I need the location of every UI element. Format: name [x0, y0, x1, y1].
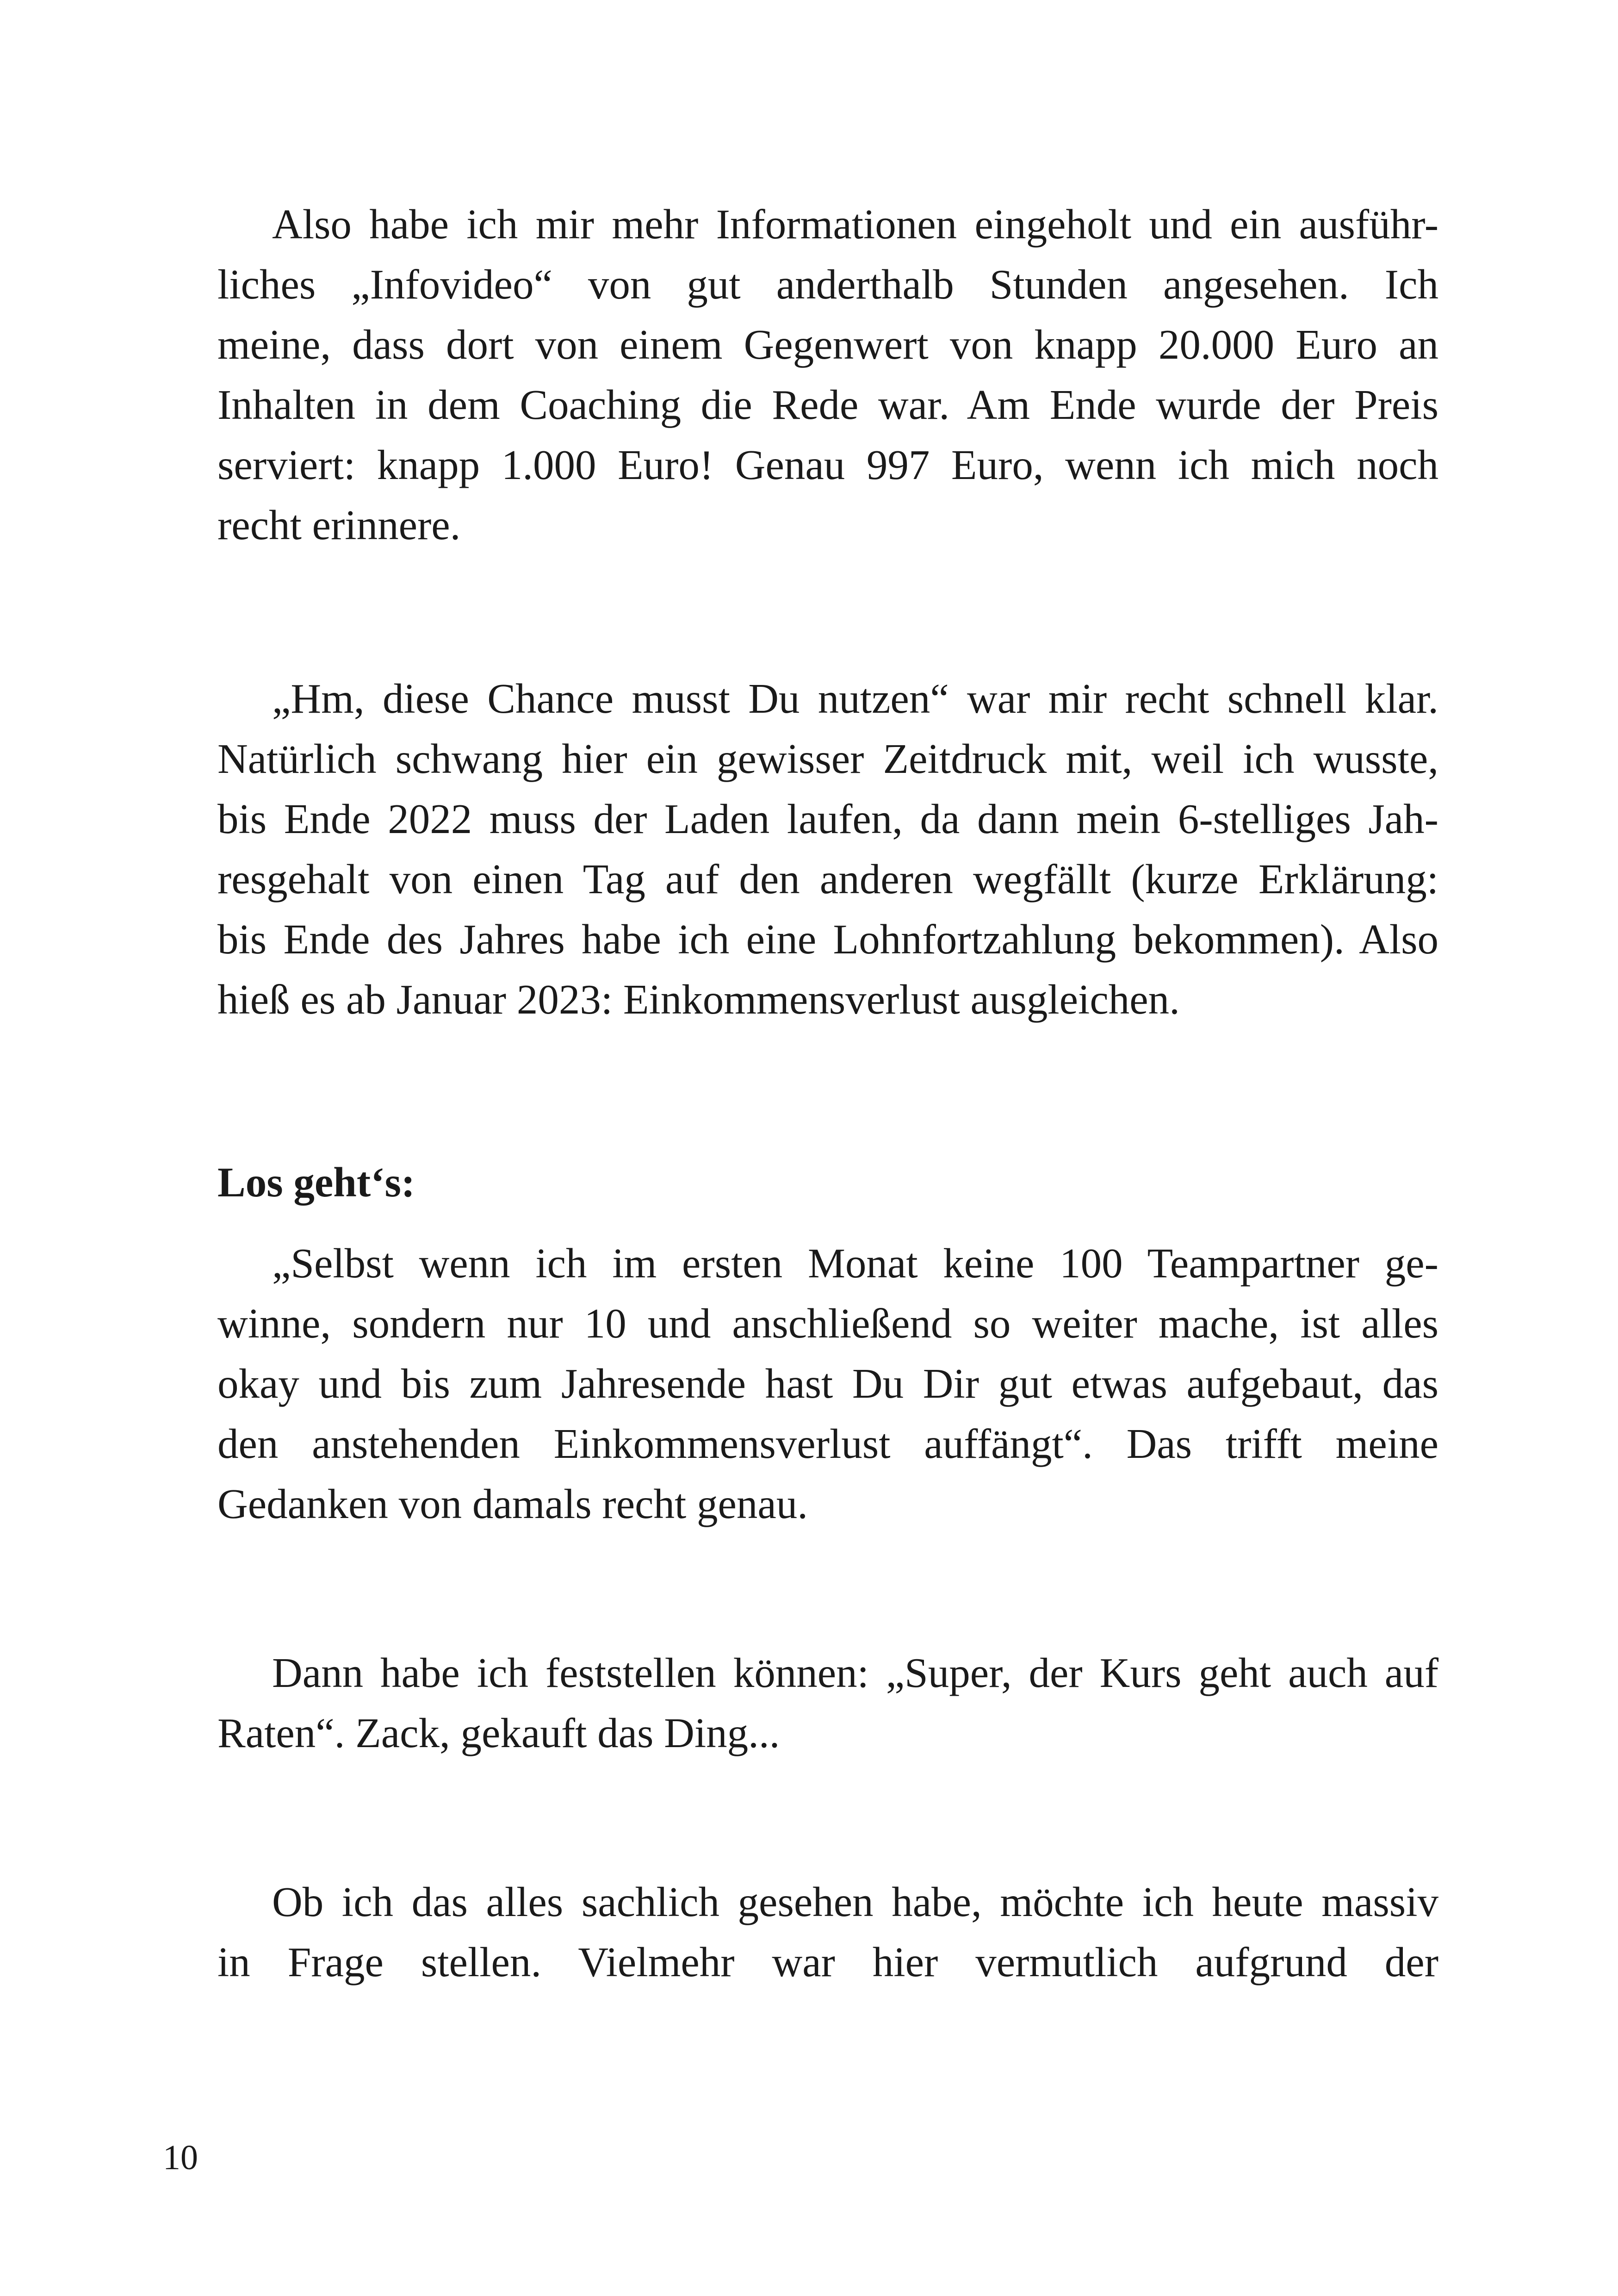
text-line: okay und bis zum Jahresende hast Du Dir gut etwas aufgebaut, das	[217, 1360, 1438, 1407]
text-line: recht erinnere.	[217, 502, 461, 548]
paragraph-4	[163, 1643, 1438, 1763]
text-line: winne, sondern nur 10 und anschließend so weiter mache, ist alles	[217, 1300, 1438, 1347]
text-line: in Frage stellen. Vielmehr war hier vermutlich aufgrund der	[217, 1939, 1438, 1985]
page-number: 10	[163, 2138, 198, 2177]
text-line: „Selbst wenn ich im ersten Monat keine 100 Teampartner ge-	[272, 1240, 1438, 1287]
text-line: Gedanken von damals recht genau.	[217, 1481, 808, 1527]
text-line: Ob ich das alles sachlich gesehen habe, möchte ich heute massiv	[272, 1879, 1438, 1925]
text-line: Natürlich schwang hier ein gewisser Zeitdruck mit, weil ich wusste,	[217, 735, 1438, 782]
paragraph-3	[163, 1233, 1438, 1534]
text-line: resgehalt von einen Tag auf den anderen wegfällt (kurze Erklärung:	[217, 856, 1438, 902]
paragraph-5	[163, 1872, 1438, 1992]
paragraph-2	[163, 669, 1438, 1030]
text-line: Raten“. Zack, gekauft das Ding...	[217, 1710, 780, 1756]
text-line: den anstehenden Einkommensverlust auffängt“. Das trifft meine	[217, 1420, 1438, 1467]
text-line: Dann habe ich feststellen können: „Super, der Kurs geht auch auf	[272, 1649, 1438, 1696]
paragraph-1	[163, 194, 1438, 555]
text-line: liches „Infovideo“ von gut anderthalb Stunden angesehen. Ich	[217, 261, 1438, 308]
text-line: serviert: knapp 1.000 Euro! Genau 997 Euro, wenn ich mich noch	[217, 442, 1438, 488]
text-line: bis Ende des Jahres habe ich eine Lohnfortzahlung bekommen). Also	[217, 916, 1438, 963]
text-line: meine, dass dort von einem Gegenwert von knapp 20.000 Euro an	[217, 321, 1438, 368]
text-line: hieß es ab Januar 2023: Einkommensverlust ausgleichen.	[217, 976, 1180, 1023]
text-line: Inhalten in dem Coaching die Rede war. Am Ende wurde der Preis	[217, 381, 1438, 428]
text-line: Also habe ich mir mehr Informationen eingeholt und ein ausführ-	[272, 201, 1438, 248]
section-heading: Los geht‘s:	[217, 1159, 415, 1206]
text-line: bis Ende 2022 muss der Laden laufen, da dann mein 6-stelliges Jah-	[217, 796, 1438, 842]
text-line: „Hm, diese Chance musst Du nutzen“ war mir recht schnell klar.	[272, 675, 1438, 722]
